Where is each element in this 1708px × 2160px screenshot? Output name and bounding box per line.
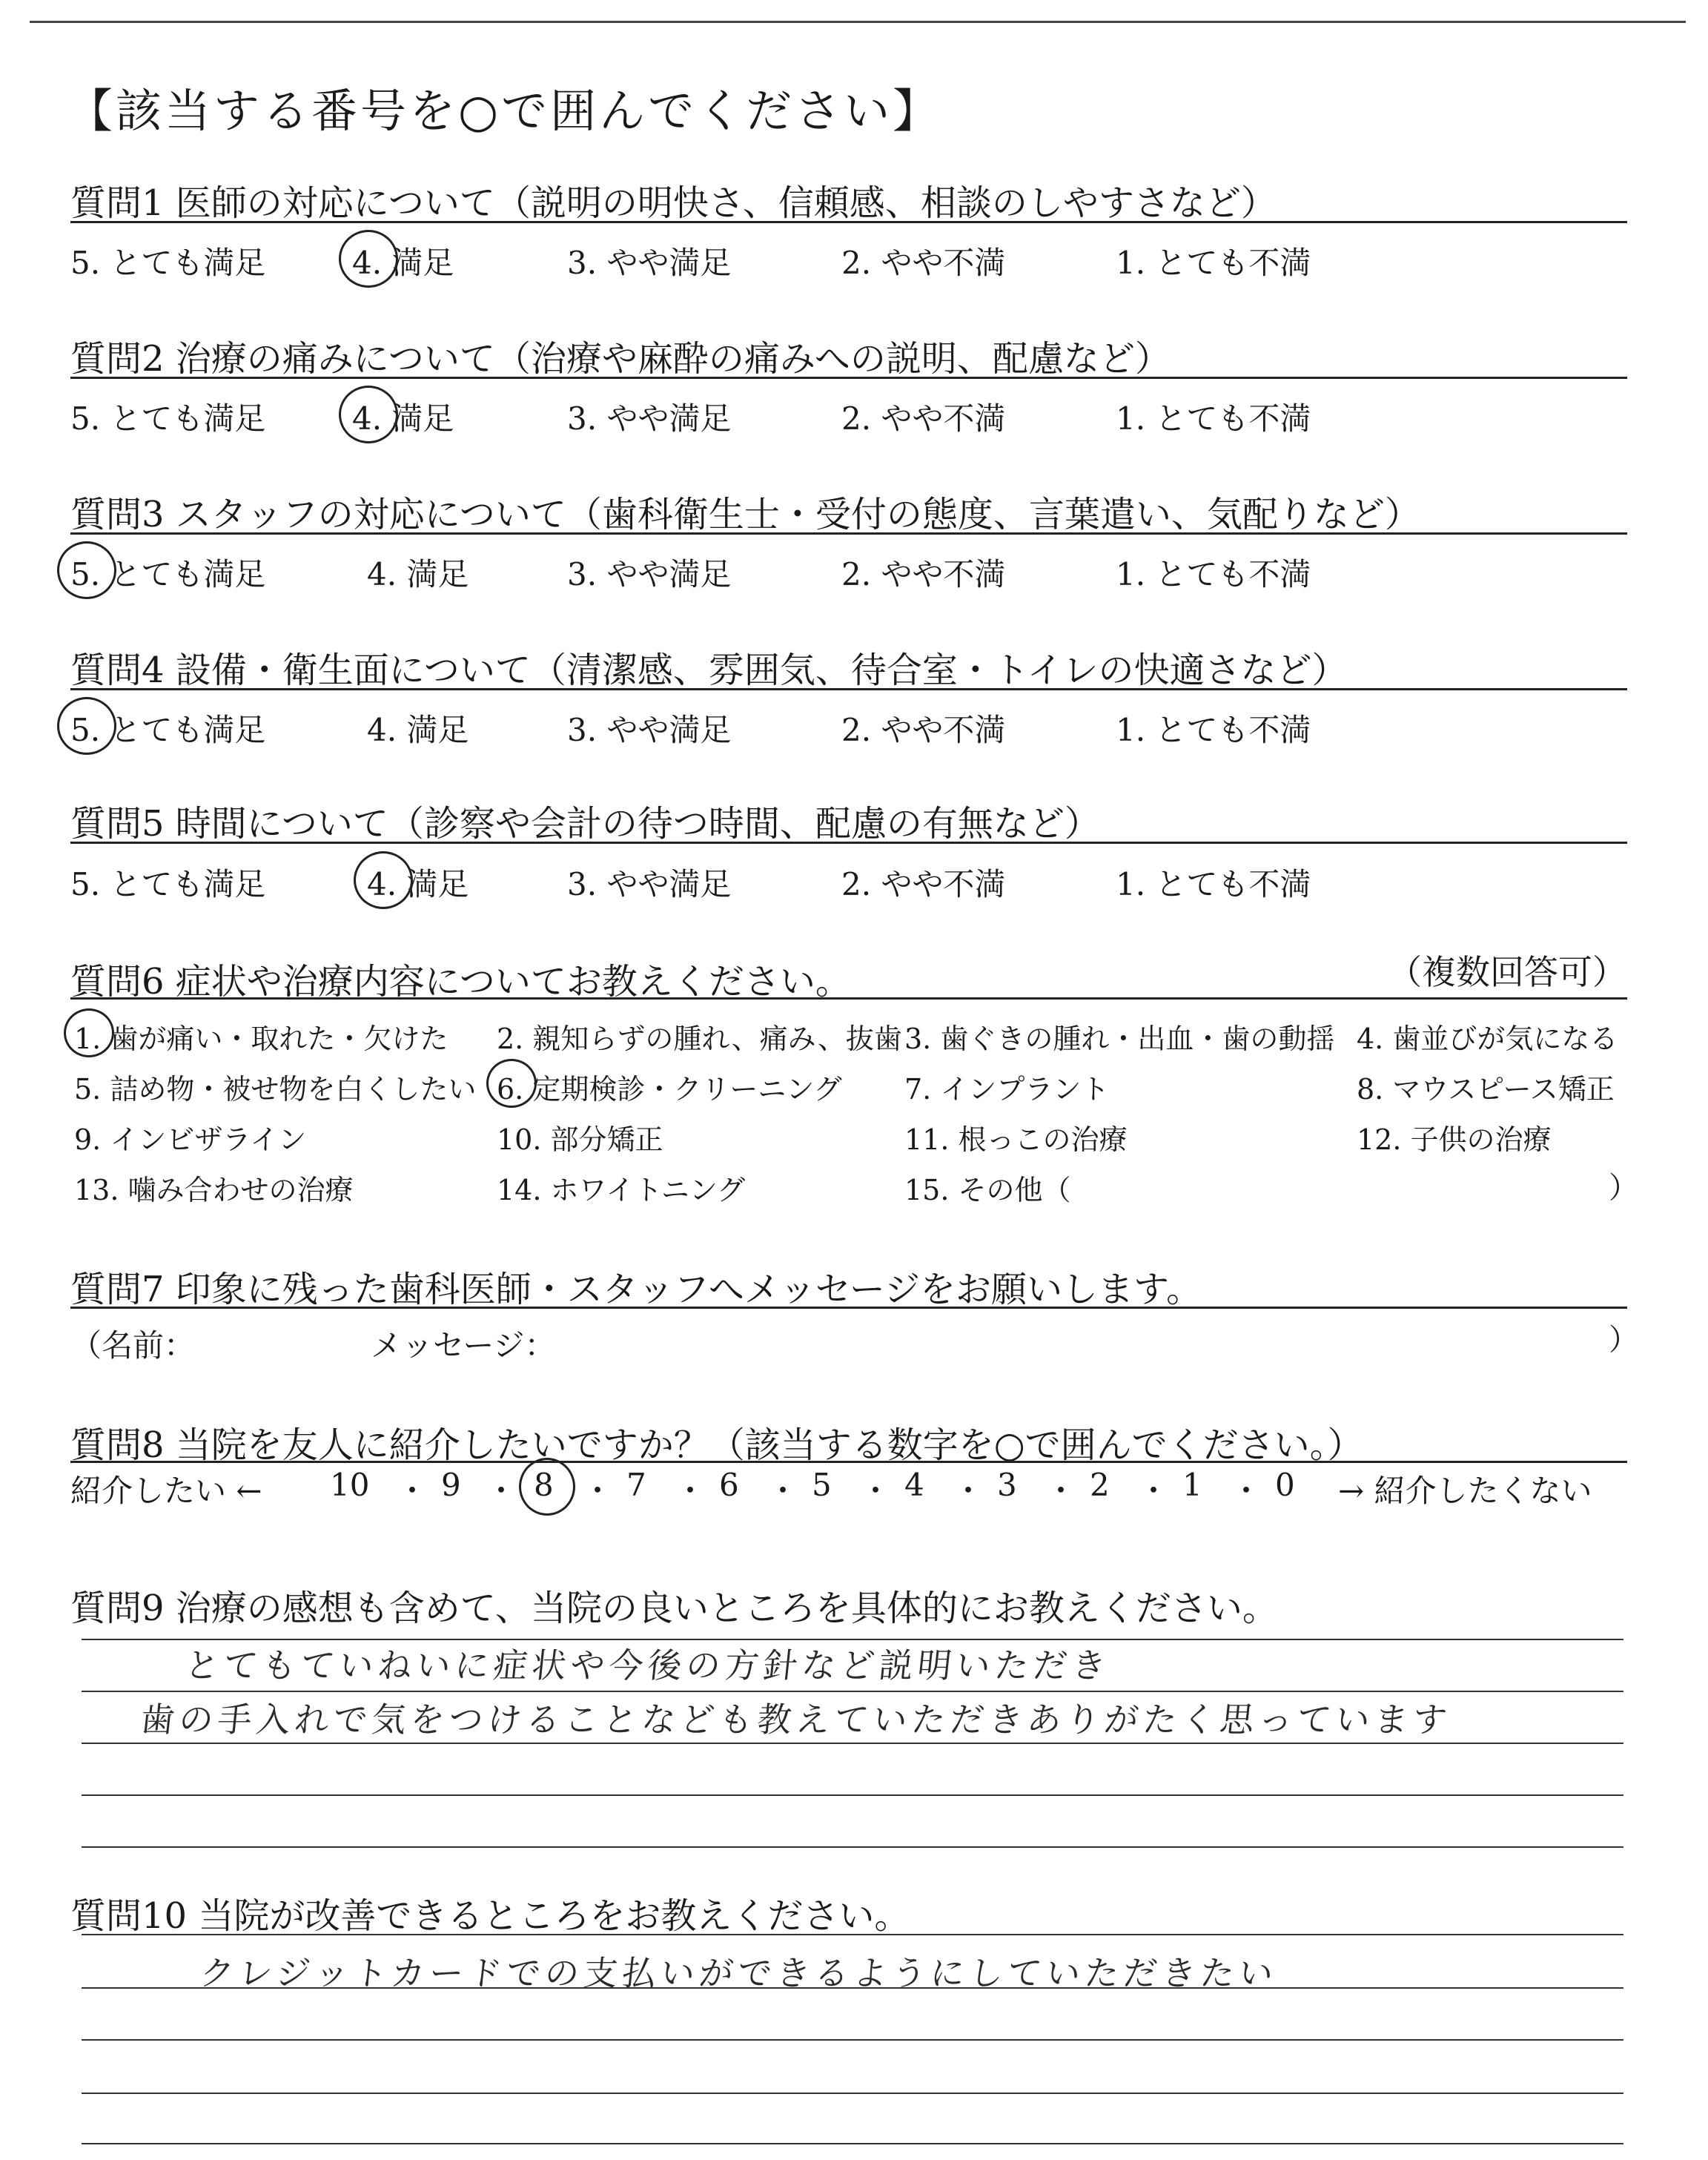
q1-option-5[interactable]: 5. とても満足 <box>70 245 266 281</box>
q8-separator: ・ <box>860 1473 892 1509</box>
q8-separator: ・ <box>1045 1473 1077 1509</box>
q10-answer-line <box>82 1934 1623 1935</box>
q8-score-0[interactable]: 0 <box>1275 1467 1295 1503</box>
q7-name-label: （名前： <box>70 1327 196 1364</box>
q6-item-9[interactable]: 9. インビザライン <box>74 1123 307 1156</box>
q4-option-2[interactable]: 2. やや不満 <box>841 712 1006 748</box>
q8-score-3[interactable]: 3 <box>997 1467 1017 1503</box>
q8-separator: ・ <box>675 1473 706 1509</box>
q8-left-label: 紹介したい ← <box>70 1473 262 1509</box>
q8-separator: ・ <box>1231 1473 1262 1509</box>
q3-option-2[interactable]: 2. やや不満 <box>841 556 1006 592</box>
q6-item-13[interactable]: 13. 噛み合わせの治療 <box>74 1174 354 1206</box>
q5-option-3[interactable]: 3. やや満足 <box>567 866 732 902</box>
q8-score-7[interactable]: 7 <box>626 1467 646 1503</box>
q6-item-14[interactable]: 14. ホワイトニング <box>497 1174 746 1206</box>
q1-title: 質問1 医師の対応について（説明の明快さ、信頼感、相談のしやすさなど） <box>70 182 1277 224</box>
q6-item-7[interactable]: 7. インプラント <box>904 1073 1110 1106</box>
q8-score-6[interactable]: 6 <box>719 1467 739 1503</box>
q8-score-9[interactable]: 9 <box>441 1467 461 1503</box>
q6-title: 質問6 症状や治療内容についてお教えください。 <box>70 961 851 1003</box>
q6-item-10[interactable]: 10. 部分矯正 <box>497 1123 663 1156</box>
q9-answer-line <box>82 1794 1623 1796</box>
q8-score-1[interactable]: 1 <box>1182 1467 1202 1503</box>
page-header: 【該当する番号を○で囲んでください】 <box>67 84 942 138</box>
q8-score-8[interactable]: 8 <box>534 1467 554 1503</box>
q10-answer-line <box>82 2143 1623 2144</box>
q6-other-paren-close: ） <box>1609 1171 1638 1205</box>
q6-item-4[interactable]: 4. 歯並びが気になる <box>1357 1023 1618 1055</box>
q9-title: 質問9 治療の感想も含めて、当院の良いところを具体的にお教えください。 <box>70 1588 1278 1629</box>
q4-option-4[interactable]: 4. 満足 <box>367 712 469 748</box>
q8-right-label: → 紹介したくない <box>1338 1473 1592 1509</box>
q2-option-5[interactable]: 5. とても満足 <box>70 400 266 437</box>
q1-rule <box>70 221 1627 223</box>
q8-score-2[interactable]: 2 <box>1090 1467 1110 1503</box>
q6-item-11[interactable]: 11. 根っこの治療 <box>904 1123 1128 1156</box>
q4-option-3[interactable]: 3. やや満足 <box>567 712 732 748</box>
q8-separator: ・ <box>397 1473 428 1509</box>
q6-item-3[interactable]: 3. 歯ぐきの腫れ・出血・歯の動揺 <box>904 1023 1335 1055</box>
q2-option-4[interactable]: 4. 満足 <box>352 394 454 439</box>
q6-item-1[interactable]: 1. 歯が痛い・取れた・欠けた <box>74 1016 448 1057</box>
q6-item-8[interactable]: 8. マウスピース矯正 <box>1357 1073 1615 1106</box>
q8-separator: ・ <box>486 1473 517 1509</box>
q6-item-12[interactable]: 12. 子供の治療 <box>1357 1123 1552 1156</box>
q8-score-10[interactable]: 10 <box>330 1467 370 1503</box>
q7-message-label: メッセージ： <box>371 1327 556 1364</box>
q3-option-1[interactable]: 1. とても不満 <box>1116 556 1311 592</box>
q5-option-2[interactable]: 2. やや不満 <box>841 866 1006 902</box>
q2-option-2[interactable]: 2. やや不満 <box>841 400 1006 437</box>
q5-title: 質問5 時間について（診察や会計の待つ時間、配慮の有無など） <box>70 803 1100 845</box>
q9-answer-line <box>82 1846 1623 1848</box>
q5-option-1[interactable]: 1. とても不満 <box>1116 866 1311 902</box>
q7-paren-close: ） <box>1609 1323 1638 1357</box>
q9-answer-line <box>82 1743 1623 1744</box>
top-border <box>30 21 1686 23</box>
q4-option-1[interactable]: 1. とても不満 <box>1116 712 1311 748</box>
q1-option-2[interactable]: 2. やや不満 <box>841 245 1006 281</box>
q7-title: 質問7 印象に残った歯科医師・スタッフへメッセージをお願いします。 <box>70 1269 1202 1310</box>
q1-option-4[interactable]: 4. 満足 <box>352 239 454 283</box>
q6-item-5[interactable]: 5. 詰め物・被せ物を白くしたい <box>74 1073 477 1106</box>
q6-multi-answer-hint: （複数回答可） <box>1388 952 1626 992</box>
q9-handwritten-answer: とてもていねいに症状や今後の方針など説明いただき <box>182 1645 1113 1685</box>
q8-separator: ・ <box>1138 1473 1170 1509</box>
q4-option-5[interactable]: 5. とても満足 <box>70 706 265 750</box>
q2-option-1[interactable]: 1. とても不満 <box>1116 400 1311 437</box>
q3-rule <box>70 532 1627 535</box>
q8-separator: ・ <box>953 1473 984 1509</box>
q7-rule <box>70 1307 1627 1309</box>
q2-rule <box>70 377 1627 379</box>
q2-option-3[interactable]: 3. やや満足 <box>567 400 732 437</box>
q4-rule <box>70 688 1627 690</box>
q5-rule <box>70 842 1627 844</box>
q8-separator: ・ <box>767 1473 799 1509</box>
q4-title: 質問4 設備・衛生面について（清潔感、雰囲気、待合室・トイレの快適さなど） <box>70 650 1348 691</box>
q9-handwritten-answer: 歯の手入れで気をつけることなども教えていただきありがたく思っています <box>138 1700 1454 1740</box>
q3-title: 質問3 スタッフの対応について（歯科衛生士・受付の態度、言葉遣い、気配りなど） <box>70 494 1420 535</box>
q10-handwritten-answer: クレジットカードでの支払いができるようにしていただきたい <box>197 1953 1280 1993</box>
q8-score-5[interactable]: 5 <box>812 1467 832 1503</box>
q5-option-5[interactable]: 5. とても満足 <box>70 866 266 902</box>
q1-option-3[interactable]: 3. やや満足 <box>567 245 732 281</box>
q6-rule <box>70 997 1627 1000</box>
q9-answer-line <box>82 1691 1623 1692</box>
q8-score-4[interactable]: 4 <box>904 1467 924 1503</box>
q6-item-15[interactable]: 15. その他（ <box>904 1174 1071 1206</box>
q3-option-3[interactable]: 3. やや満足 <box>567 556 732 592</box>
q6-item-6[interactable]: 6. 定期検診・クリーニング <box>497 1066 842 1107</box>
q2-title: 質問2 治療の痛みについて（治療や麻酔の痛みへの説明、配慮など） <box>70 338 1171 380</box>
q8-separator: ・ <box>582 1473 614 1509</box>
q10-title: 質問10 当院が改善できるところをお教えください。 <box>70 1895 910 1937</box>
q8-title: 質問8 当院を友人に紹介したいですか？（該当する数字を○で囲んでください。） <box>70 1424 1363 1466</box>
q6-item-2[interactable]: 2. 親知らずの腫れ、痛み、抜歯 <box>497 1023 902 1055</box>
q3-option-5[interactable]: 5. とても満足 <box>70 550 265 595</box>
q1-option-1[interactable]: 1. とても不満 <box>1116 245 1311 281</box>
q10-answer-line <box>82 2093 1623 2094</box>
q8-rule <box>70 1461 1627 1463</box>
q5-option-4[interactable]: 4. 満足 <box>367 860 469 905</box>
q3-option-4[interactable]: 4. 満足 <box>367 556 469 592</box>
q10-answer-line <box>82 2039 1623 2041</box>
